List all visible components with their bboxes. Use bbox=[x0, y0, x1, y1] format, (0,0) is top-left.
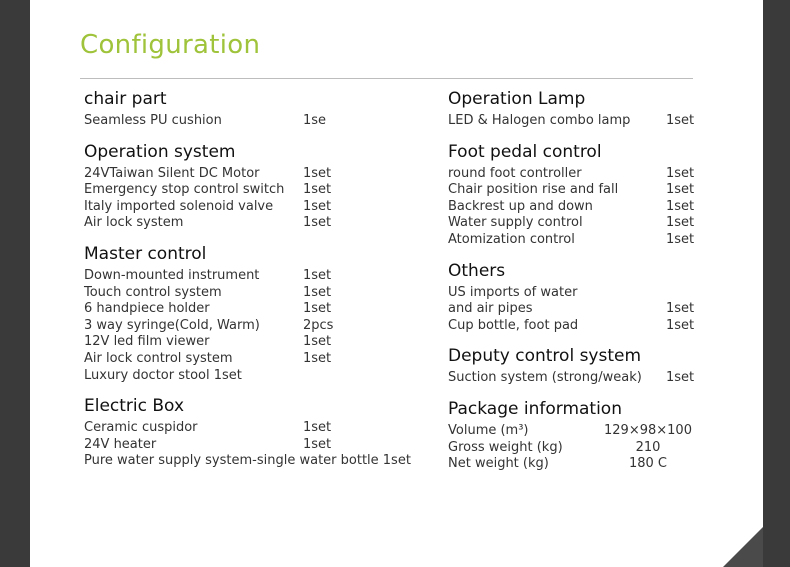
spec-row bbox=[84, 268, 434, 285]
title-divider bbox=[80, 78, 693, 79]
spec-item: and air pipes bbox=[448, 301, 533, 317]
spec-quantity: 1set bbox=[666, 317, 695, 333]
spec-quantity: 1set bbox=[666, 165, 695, 181]
spec-quantity: 129×98×100 bbox=[604, 422, 692, 438]
spec-item: Chair position rise and fall bbox=[448, 182, 619, 198]
spec-item: Water supply control bbox=[448, 215, 583, 231]
spec-item: Air lock system bbox=[84, 215, 184, 231]
spec-quantity: 1set bbox=[303, 420, 332, 436]
spec-item: Gross weight (kg) bbox=[448, 439, 563, 455]
section-heading: chair part bbox=[84, 89, 167, 109]
section-deputy-control-system bbox=[448, 345, 748, 387]
spec-row bbox=[448, 232, 748, 249]
spec-item: 6 handpiece holder bbox=[84, 301, 210, 317]
spec-row bbox=[84, 420, 434, 437]
spec-item: 3 way syringe(Cold, Warm) bbox=[84, 317, 260, 333]
spec-quantity: 210 bbox=[635, 439, 661, 455]
spec-row bbox=[84, 166, 434, 183]
spec-row bbox=[448, 215, 748, 232]
spec-item: 24VTaiwan Silent DC Motor bbox=[84, 165, 260, 181]
spec-row bbox=[448, 370, 748, 387]
spec-item: Down-mounted instrument bbox=[84, 267, 260, 283]
spec-item: Luxury doctor stool 1set bbox=[84, 367, 242, 383]
spec-row bbox=[84, 368, 434, 385]
page-corner-fold bbox=[723, 527, 763, 567]
spec-quantity: 1set bbox=[666, 182, 695, 198]
section-heading: Package information bbox=[448, 398, 622, 419]
spec-item: Emergency stop control switch bbox=[84, 182, 285, 198]
spec-quantity: 1set bbox=[303, 436, 332, 452]
section-chair-part bbox=[84, 88, 434, 130]
section-heading: Operation Lamp bbox=[448, 89, 586, 109]
spec-row bbox=[84, 215, 434, 232]
spec-quantity: 1se bbox=[303, 113, 327, 128]
spec-row bbox=[84, 199, 434, 216]
spec-row bbox=[448, 318, 748, 335]
spec-item: Cup bottle, foot pad bbox=[448, 317, 579, 333]
spec-item: Backrest up and down bbox=[448, 198, 593, 214]
spec-row bbox=[448, 166, 748, 183]
spec-item: round foot controller bbox=[448, 165, 582, 181]
left-column bbox=[84, 88, 434, 481]
spec-row bbox=[448, 301, 748, 318]
spec-row bbox=[448, 423, 748, 440]
spec-item: Net weight (kg) bbox=[448, 456, 549, 472]
spec-row bbox=[84, 437, 434, 454]
spec-row bbox=[84, 285, 434, 302]
spec-item: Suction system (strong/weak) bbox=[448, 370, 642, 386]
spec-quantity: 1set bbox=[303, 284, 332, 300]
spec-row bbox=[84, 182, 434, 199]
section-foot-pedal-control bbox=[448, 141, 748, 249]
spec-row bbox=[448, 199, 748, 216]
spec-row bbox=[84, 351, 434, 368]
spec-quantity: 1set bbox=[303, 165, 332, 181]
spec-item: Pure water supply system-single water bottle 1set bbox=[84, 453, 411, 469]
spec-item: Italy imported solenoid valve bbox=[84, 198, 274, 214]
section-operation-lamp bbox=[448, 88, 748, 130]
spec-quantity: 180 C bbox=[628, 456, 668, 472]
spec-quantity: 1set bbox=[303, 267, 332, 283]
spec-quantity: 1set bbox=[666, 301, 695, 317]
spec-row bbox=[448, 456, 748, 473]
section-heading: Others bbox=[448, 260, 506, 281]
right-column bbox=[448, 88, 748, 484]
spec-item: Touch control system bbox=[84, 284, 222, 300]
spec-row bbox=[448, 440, 748, 457]
spec-row bbox=[448, 113, 748, 130]
spec-row bbox=[448, 182, 748, 199]
spec-row bbox=[84, 334, 434, 351]
spec-item: Ceramic cuspidor bbox=[84, 420, 198, 436]
spec-row bbox=[448, 285, 748, 302]
section-heading: Electric Box bbox=[84, 396, 184, 417]
spec-quantity: 1set bbox=[303, 198, 332, 214]
section-others bbox=[448, 260, 748, 335]
section-package-information bbox=[448, 398, 748, 473]
spec-row bbox=[84, 318, 434, 335]
document-sheet bbox=[30, 0, 763, 567]
spec-row bbox=[84, 113, 434, 130]
spec-quantity: 1set bbox=[303, 215, 332, 231]
section-electric-box bbox=[84, 395, 434, 470]
spec-row bbox=[84, 453, 434, 470]
section-heading: Master control bbox=[84, 243, 207, 264]
spec-item: 12V led film viewer bbox=[84, 334, 210, 350]
spec-row bbox=[84, 301, 434, 318]
spec-item: Seamless PU cushion bbox=[84, 113, 222, 128]
spec-item: US imports of water bbox=[448, 284, 578, 300]
spec-quantity: 1set bbox=[666, 231, 695, 247]
spec-item: LED & Halogen combo lamp bbox=[448, 113, 631, 128]
spec-quantity: 1set bbox=[666, 198, 695, 214]
spec-quantity: 1set bbox=[303, 350, 332, 366]
spec-quantity: 1set bbox=[666, 113, 695, 128]
section-heading: Foot pedal control bbox=[448, 141, 602, 162]
spec-quantity: 1set bbox=[666, 215, 695, 231]
spec-quantity: 1set bbox=[303, 301, 332, 317]
spec-quantity: 1set bbox=[303, 182, 332, 198]
section-master-control bbox=[84, 243, 434, 384]
section-operation-system bbox=[84, 141, 434, 232]
spec-item: 24V heater bbox=[84, 436, 157, 452]
spec-quantity: 2pcs bbox=[303, 317, 334, 333]
section-heading: Deputy control system bbox=[448, 346, 642, 367]
page-title: Configuration bbox=[80, 30, 261, 60]
spec-quantity: 1set bbox=[303, 334, 332, 350]
section-heading: Operation system bbox=[84, 141, 236, 162]
spec-quantity: 1set bbox=[666, 370, 695, 386]
spec-item: Atomization control bbox=[448, 231, 575, 247]
spec-item: Air lock control system bbox=[84, 350, 233, 366]
spec-item: Volume (m³) bbox=[448, 422, 529, 438]
